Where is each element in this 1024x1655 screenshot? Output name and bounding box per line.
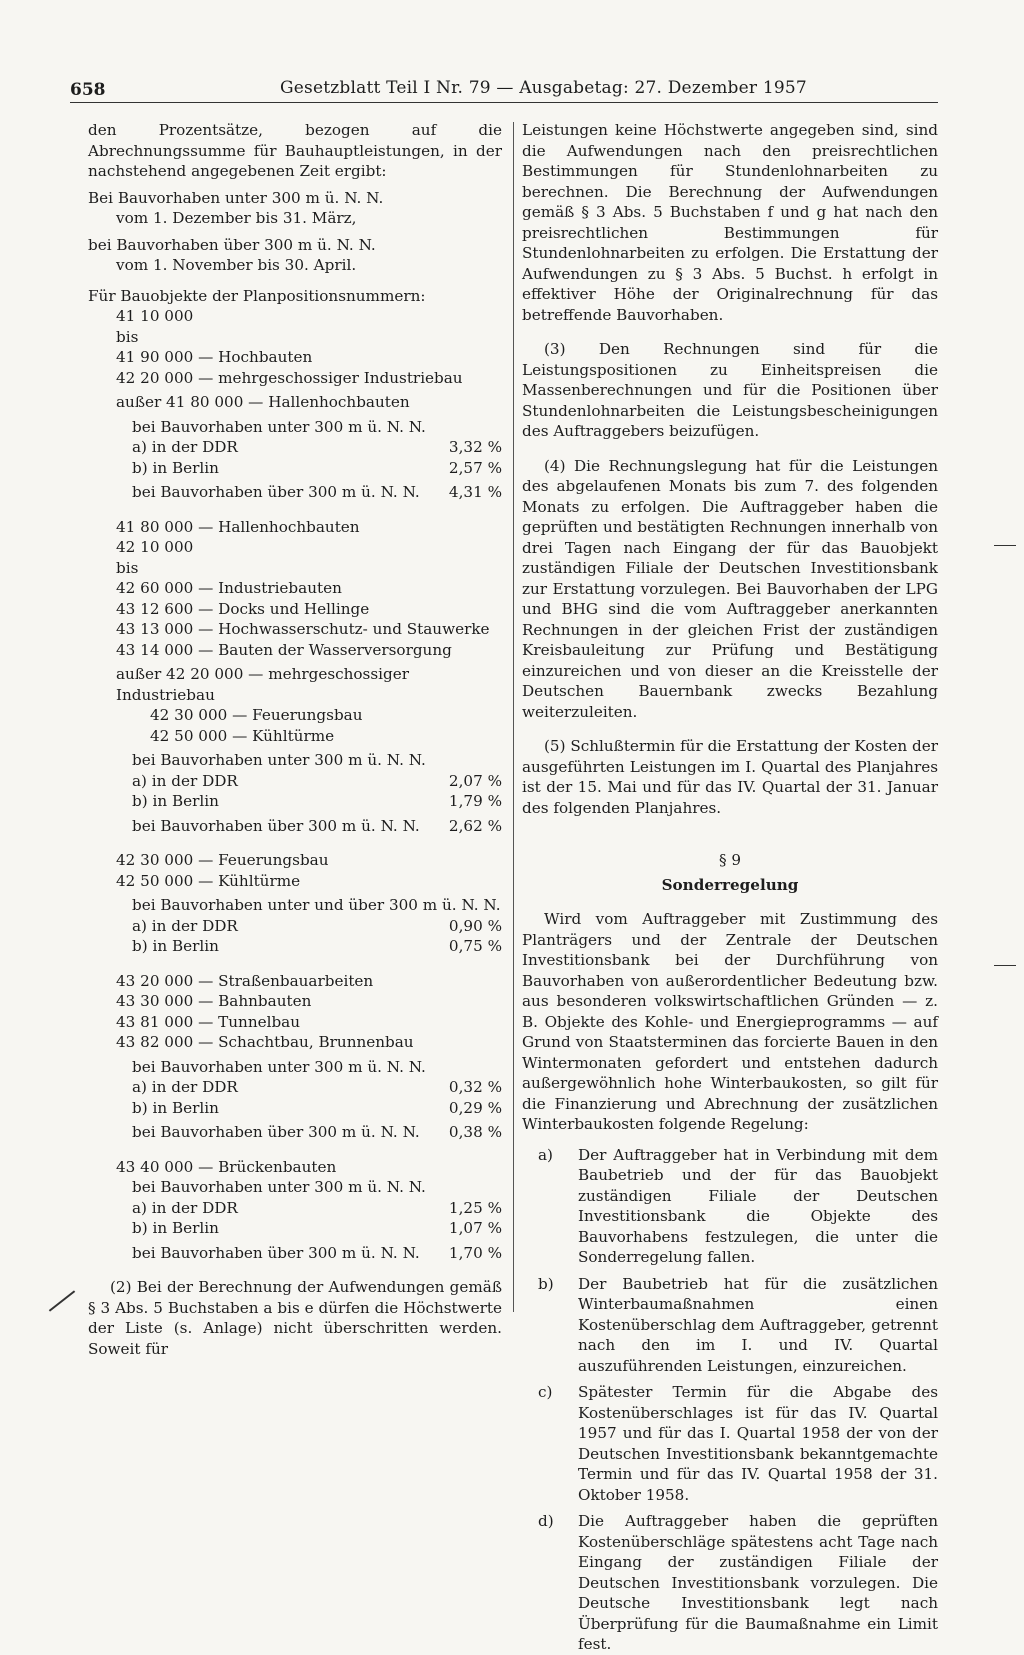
objects-heading: Für Bauobjekte der Planpositionsnummern:: [88, 286, 426, 305]
period-2-line-1: bei Bauvorhaben über 300 m ü. N. N.: [88, 235, 376, 254]
rate-label: b) in Berlin: [132, 937, 219, 955]
rate-label: b) in Berlin: [132, 1098, 219, 1117]
rate-label: bei Bauvorhaben über 300 m ü. N. N.: [132, 1123, 420, 1141]
period-2-line-2: vom 1. November bis 30. April.: [116, 256, 357, 274]
margin-mark: [994, 965, 1016, 966]
group-4-code: 43 30 000 — Bahnbauten: [116, 992, 312, 1010]
group-4-code: 43 82 000 — Schachtbau, Brunnenbau: [116, 1033, 414, 1051]
group-1-rate-over: [88, 482, 502, 503]
list-item-marker: d): [538, 1512, 554, 1530]
paragraph-2: (2) Bei der Berechnung der Aufwendungen gemäß § 3 Abs. 5 Buchstaben a bis e dürfen die Höchstwerte der Liste (s. Anlage) nicht überschritten werden. Soweit für: [88, 1278, 502, 1358]
group-4-rate-over: [88, 1122, 502, 1143]
group-5-rate-heading: bei Bauvorhaben unter 300 m ü. N. N.: [132, 1178, 426, 1196]
rate-value: 2,07 %: [448, 771, 502, 790]
group-1-code: bis: [116, 327, 139, 346]
list-item: [522, 1511, 938, 1655]
group-2-code: bis: [116, 558, 139, 577]
group-5-code: 43 40 000 — Brückenbauten: [116, 1157, 337, 1176]
rate-label: a) in der DDR: [132, 916, 238, 935]
group-4-code: 43 81 000 — Tunnelbau: [116, 1012, 301, 1031]
right-column: [522, 120, 938, 1655]
group-1-code: 41 10 000: [116, 307, 194, 325]
margin-mark: [994, 545, 1016, 546]
rate-value: 3,32 %: [448, 438, 502, 456]
rate-label: bei Bauvorhaben über 300 m ü. N. N.: [132, 816, 420, 835]
group-3: [88, 850, 502, 957]
list-item-text: Spätester Termin für die Abgabe des Kostenüberschlages ist für das IV. Quartal 1957 und für das I. Quartal 1958 der von der Deutschen Investitionsbank bekanntgemachte Termin und für das IV. Quartal 1958 der 31. Oktober 1958.: [578, 1383, 938, 1504]
group-5-rate-berlin: [88, 1218, 502, 1239]
header-rule: [70, 102, 938, 103]
period-1-line-1: Bei Bauvorhaben unter 300 m ü. N. N.: [88, 188, 384, 207]
group-1-exception: außer 41 80 000 — Hallenhochbauten: [116, 393, 410, 411]
list-item-marker: c): [538, 1383, 553, 1401]
section-intro: Wird vom Auftraggeber mit Zustimmung des Planträgers und der Zentrale der Deutschen Investitionsbank bei der Durchführung von Bauvorhaben von außerordentlicher Bedeutung bzw. aus besonderen volkswirtschaftlichen Gründen — z. B. Objekte des Kohle- und Energieprogramms — auf Grund von Staatsterminen das forcierte Bauen in den Wintermonaten gefordert und entstehen dadurch außergewöhnlich hohe Winterbaukosten, so gilt für die Finanzierung und Abrechnung der zusätzlichen Winterbaukosten folgende Regelung:: [522, 910, 938, 1133]
group-2-rate-over: [88, 816, 502, 837]
group-3-rate-ddr: [88, 916, 502, 937]
left-column: [88, 120, 502, 1359]
page-number: 658: [70, 80, 106, 100]
rate-value: 1,79 %: [448, 792, 502, 810]
rate-value: 1,07 %: [448, 1219, 502, 1237]
group-3-code: 42 50 000 — Kühltürme: [116, 871, 301, 890]
rate-value: 4,31 %: [448, 483, 502, 501]
rate-label: a) in der DDR: [132, 1078, 238, 1096]
rate-value: 2,62 %: [448, 816, 502, 835]
rate-label: a) in der DDR: [132, 438, 238, 456]
section-title: Sonderregelung: [661, 875, 799, 894]
rate-label: a) in der DDR: [132, 1198, 238, 1217]
column-separator: [513, 122, 514, 1312]
rate-value: 0,38 %: [448, 1123, 502, 1141]
paragraph-5: (5) Schlußtermin für die Erstattung der Kosten der ausgeführten Leistungen im I. Quartal des Planjahres ist der 15. Mai und für das IV. Quartal der 31. Januar des folgenden Planjahres.: [522, 737, 938, 817]
rate-label: b) in Berlin: [132, 792, 219, 810]
rate-value: 0,75 %: [448, 937, 502, 955]
group-3-rate-berlin: [88, 936, 502, 957]
intro-paragraph: den Prozentsätze, bezogen auf die Abrechnungssumme für Bauhauptleistungen, in der nachstehend angegebenen Zeit ergibt:: [88, 121, 502, 180]
group-1-rate-heading: bei Bauvorhaben unter 300 m ü. N. N.: [132, 417, 426, 436]
group-2-exception: 42 30 000 — Feuerungsbau: [150, 706, 363, 724]
list-item-marker: a): [538, 1145, 553, 1164]
rate-value: 0,90 %: [448, 916, 502, 935]
group-2-exception: 42 50 000 — Kühltürme: [150, 726, 335, 745]
group-2-code: 42 60 000 — Industriebauten: [116, 579, 342, 597]
paragraph-3: (3) Den Rechnungen sind für die Leistungspositionen zu Einheitspreisen die Massenberechnungen und für die Positionen über Stundenlohnarbeiten die Leistungsbescheinigungen des Auftraggebers beizufügen.: [522, 340, 938, 440]
list-item: [522, 1145, 938, 1268]
period-2: [88, 235, 502, 276]
period-1-line-2: vom 1. Dezember bis 31. März,: [116, 209, 357, 227]
group-2-exception: außer 42 20 000 — mehrgeschossiger Industriebau: [116, 665, 409, 704]
rate-value: 1,25 %: [448, 1198, 502, 1217]
group-4-rate-berlin: [88, 1098, 502, 1119]
list-item-text: Der Baubetrieb hat für die zusätzlichen Winterbaumaßnahmen einen Kostenüberschlag dem Auftraggeber, getrennt nach den im I. und IV. Quartal auszuführenden Leistungen, einzureichen.: [578, 1274, 938, 1375]
group-2-rate-heading: bei Bauvorhaben unter 300 m ü. N. N.: [132, 751, 426, 769]
group-4-rate-heading: bei Bauvorhaben unter 300 m ü. N. N.: [132, 1057, 426, 1076]
continuation-paragraph: Leistungen keine Höchstwerte angegeben sind, sind die Aufwendungen nach den preisrechtlichen Bestimmungen für Stundenlohnarbeiten zu berechnen. Die Berechnung der Aufwendungen gemäß § 3 Abs. 5 Buchstaben f und g hat nach den preisrechtlichen Bestimmungen für Stundenlohnarbeiten zu erfolgen. Die Erstattung der Aufwendungen zu § 3 Abs. 5 Buchst. h erfolgt in effektiver Höhe der Originalrechnung für das betreffende Bauvorhaben.: [522, 121, 938, 324]
page-header-title: Gesetzblatt Teil I Nr. 79 — Ausgabetag: 27. Dezember 1957: [280, 78, 807, 98]
group-1-code: 41 90 000 — Hochbauten: [116, 348, 313, 366]
period-1: [88, 188, 502, 229]
rate-value: 1,70 %: [448, 1243, 502, 1262]
group-4-code: 43 20 000 — Straßenbauarbeiten: [116, 971, 374, 990]
group-2-code: 43 13 000 — Hochwasserschutz- und Stauwerke: [116, 620, 490, 638]
group-2-code: 43 12 600 — Docks und Hellinge: [116, 599, 370, 618]
rate-value: 0,29 %: [448, 1098, 502, 1117]
rate-label: bei Bauvorhaben über 300 m ü. N. N.: [132, 1243, 420, 1262]
rate-label: bei Bauvorhaben über 300 m ü. N. N.: [132, 483, 420, 501]
list-item: [522, 1274, 938, 1377]
list-item-text: Die Auftraggeber haben die geprüften Kostenüberschläge spätestens acht Tage nach Eingang der zuständigen Filiale der Deutschen Investitionsbank vorzulegen. Die Deutsche Investitionsbank legt nach Überprüfung für die Baumaßnahme ein Limit fest.: [578, 1512, 938, 1653]
group-4-rate-ddr: [88, 1077, 502, 1098]
group-5-rate-ddr: [88, 1198, 502, 1219]
section-number: § 9: [718, 851, 742, 869]
list-item-text: Der Auftraggeber hat in Verbindung mit dem Baubetrieb und der für das Bauobjekt zuständigen Filiale der Deutschen Investitionsbank die Objekte des Bauvorhabens festzulegen, die unter die Sonderregelung fallen.: [578, 1145, 938, 1266]
rate-label: b) in Berlin: [132, 458, 219, 477]
paragraph-4: (4) Die Rechnungslegung hat für die Leistungen des abgelaufenen Monats bis zum 7. des folgenden Monats zu erfolgen. Die Auftraggeber haben die geprüften und bestätigten Rechnungen innerhalb von drei Tagen nach Eingang der für das Bauobjekt zuständigen Filiale der Deutschen Investitionsbank zur Erstattung vorzulegen. Bei Bauvorhaben der LPG und BHG sind die vom Auftraggeber anerkannten Rechnungen in der gleichen Frist der zuständigen Kreisbauleitung zur Prüfung und Bestätigung einzureichen und von dieser an die Kreisstelle der Deutschen Bauernbank zwecks Bezahlung weiterzuleiten.: [522, 456, 938, 721]
group-5: [88, 1157, 502, 1264]
group-4: [88, 971, 502, 1143]
group-3-rate-heading: bei Bauvorhaben unter und über 300 m ü. N. N.: [132, 896, 501, 914]
rate-label: a) in der DDR: [132, 771, 238, 790]
rate-value: 0,32 %: [448, 1078, 502, 1096]
group-1-rate-berlin: [88, 458, 502, 479]
group-2: [88, 517, 502, 837]
pen-stroke-mark: [49, 1290, 75, 1311]
group-2-code: 43 14 000 — Bauten der Wasserversorgung: [116, 640, 452, 659]
group-3-code: 42 30 000 — Feuerungsbau: [116, 851, 329, 869]
group-1-code: 42 20 000 — mehrgeschossiger Industriebau: [116, 368, 463, 387]
group-2-rate-berlin: [88, 791, 502, 812]
rate-label: b) in Berlin: [132, 1219, 219, 1237]
group-5-rate-over: [88, 1243, 502, 1264]
group-1: [88, 306, 502, 503]
group-1-rate-ddr: [88, 437, 502, 458]
group-2-code: 42 10 000: [116, 538, 194, 556]
list-item-marker: b): [538, 1274, 554, 1293]
list-item: [522, 1382, 938, 1505]
group-2-code: 41 80 000 — Hallenhochbauten: [116, 517, 360, 536]
group-2-rate-ddr: [88, 771, 502, 792]
rate-value: 2,57 %: [448, 458, 502, 477]
